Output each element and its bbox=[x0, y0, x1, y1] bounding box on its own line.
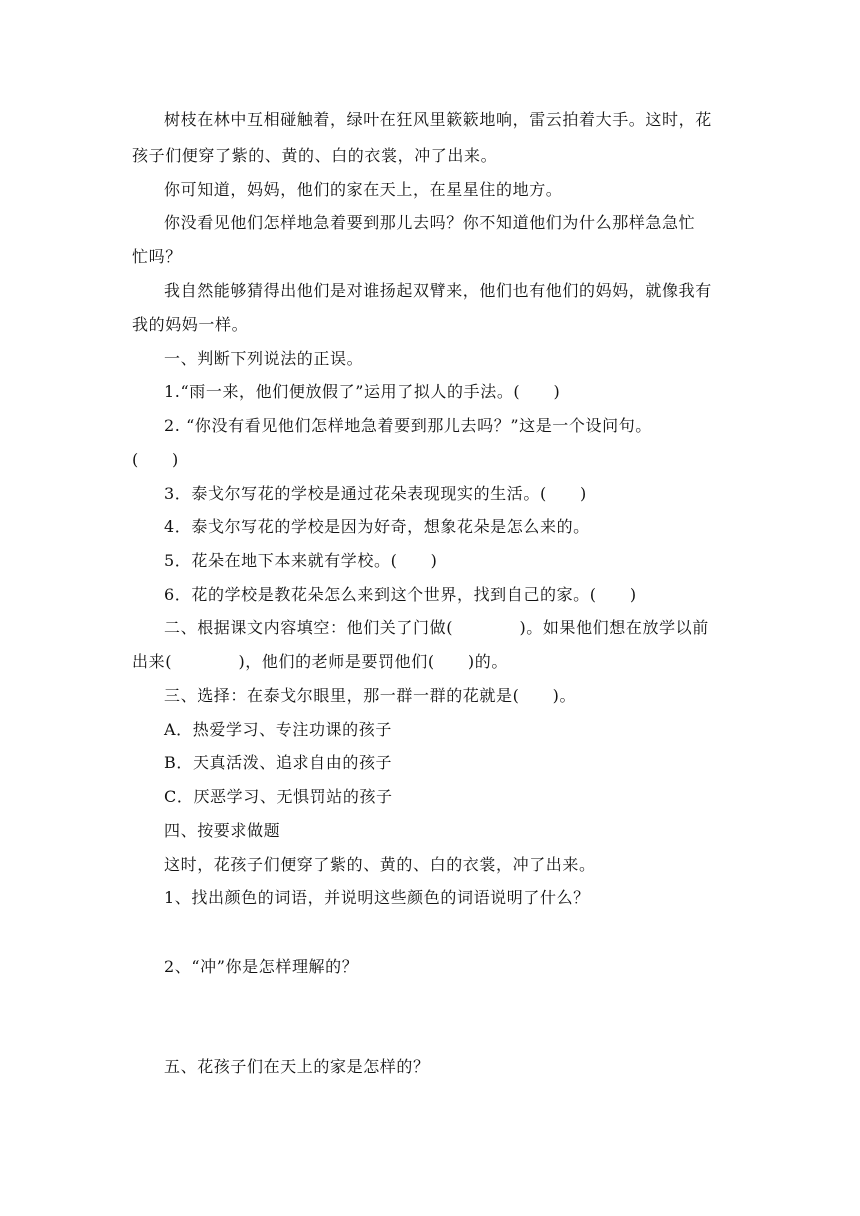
choice-question: 三、选择：在泰戈尔眼里，那一群一群的花就是( )。 bbox=[164, 686, 577, 705]
judgment-item: 6．花的学校是教花朵怎么来到这个世界，找到自己的家。( ) bbox=[164, 585, 637, 604]
judgment-item: 3．泰戈尔写花的学校是通过花朵表现现实的生活。( ) bbox=[164, 484, 587, 503]
passage-line: 我自然能够猜得出他们是对谁扬起双臂来，他们也有他们的妈妈，就像我有 bbox=[164, 281, 712, 300]
choice-option: B．天真活泼、追求自由的孩子 bbox=[164, 753, 393, 772]
passage-line: 忙吗？ bbox=[132, 247, 182, 266]
choice-option: C．厌恶学习、无惧罚站的孩子 bbox=[164, 787, 393, 806]
fill-in-question: 出来( )，他们的老师是要罚他们( )的。 bbox=[132, 652, 508, 671]
passage-line: 我的妈妈一样。 bbox=[132, 315, 249, 334]
judgment-item: 5．花朵在地下本来就有学校。( ) bbox=[164, 551, 438, 570]
section4-quote: 这时，花孩子们便穿了紫的、黄的、白的衣裳，冲了出来。 bbox=[164, 855, 596, 874]
section4-question: 1、找出颜色的词语，并说明这些颜色的词语说明了什么？ bbox=[164, 888, 590, 907]
fill-in-question: 二、根据课文内容填空：他们关了门做( )。如果他们想在放学以前 bbox=[164, 618, 709, 637]
section5-question: 五、花孩子们在天上的家是怎样的？ bbox=[164, 1057, 430, 1076]
judgment-item-bracket: ( ) bbox=[132, 450, 179, 469]
judgment-item: 4．泰戈尔写花的学校是因为好奇，想象花朵是怎么来的。 bbox=[164, 517, 590, 536]
section4-question: 2、“冲”你是怎样理解的？ bbox=[164, 957, 359, 976]
section1-heading: 一、判断下列说法的正误。 bbox=[164, 349, 364, 368]
section4-heading: 四、按要求做题 bbox=[164, 821, 281, 840]
choice-option: A．热爱学习、专注功课的孩子 bbox=[164, 720, 392, 739]
judgment-item: 1.“雨一来，他们便放假了”运用了拟人的手法。( ) bbox=[164, 382, 561, 401]
passage-line: 你没看见他们怎样地急着要到那儿去吗？你不知道他们为什么那样急急忙 bbox=[164, 213, 696, 232]
passage-line: 孩子们便穿了紫的、黄的、白的衣裳，冲了出来。 bbox=[132, 146, 498, 165]
judgment-item: 2. “你没有看见他们怎样地急着要到那儿去吗？”这是一个设问句。 bbox=[164, 416, 652, 435]
passage-line: 树枝在林中互相碰触着，绿叶在狂风里簌簌地响，雷云拍着大手。这时，花 bbox=[164, 110, 712, 129]
passage-line: 你可知道，妈妈，他们的家在天上，在星星住的地方。 bbox=[164, 180, 563, 199]
